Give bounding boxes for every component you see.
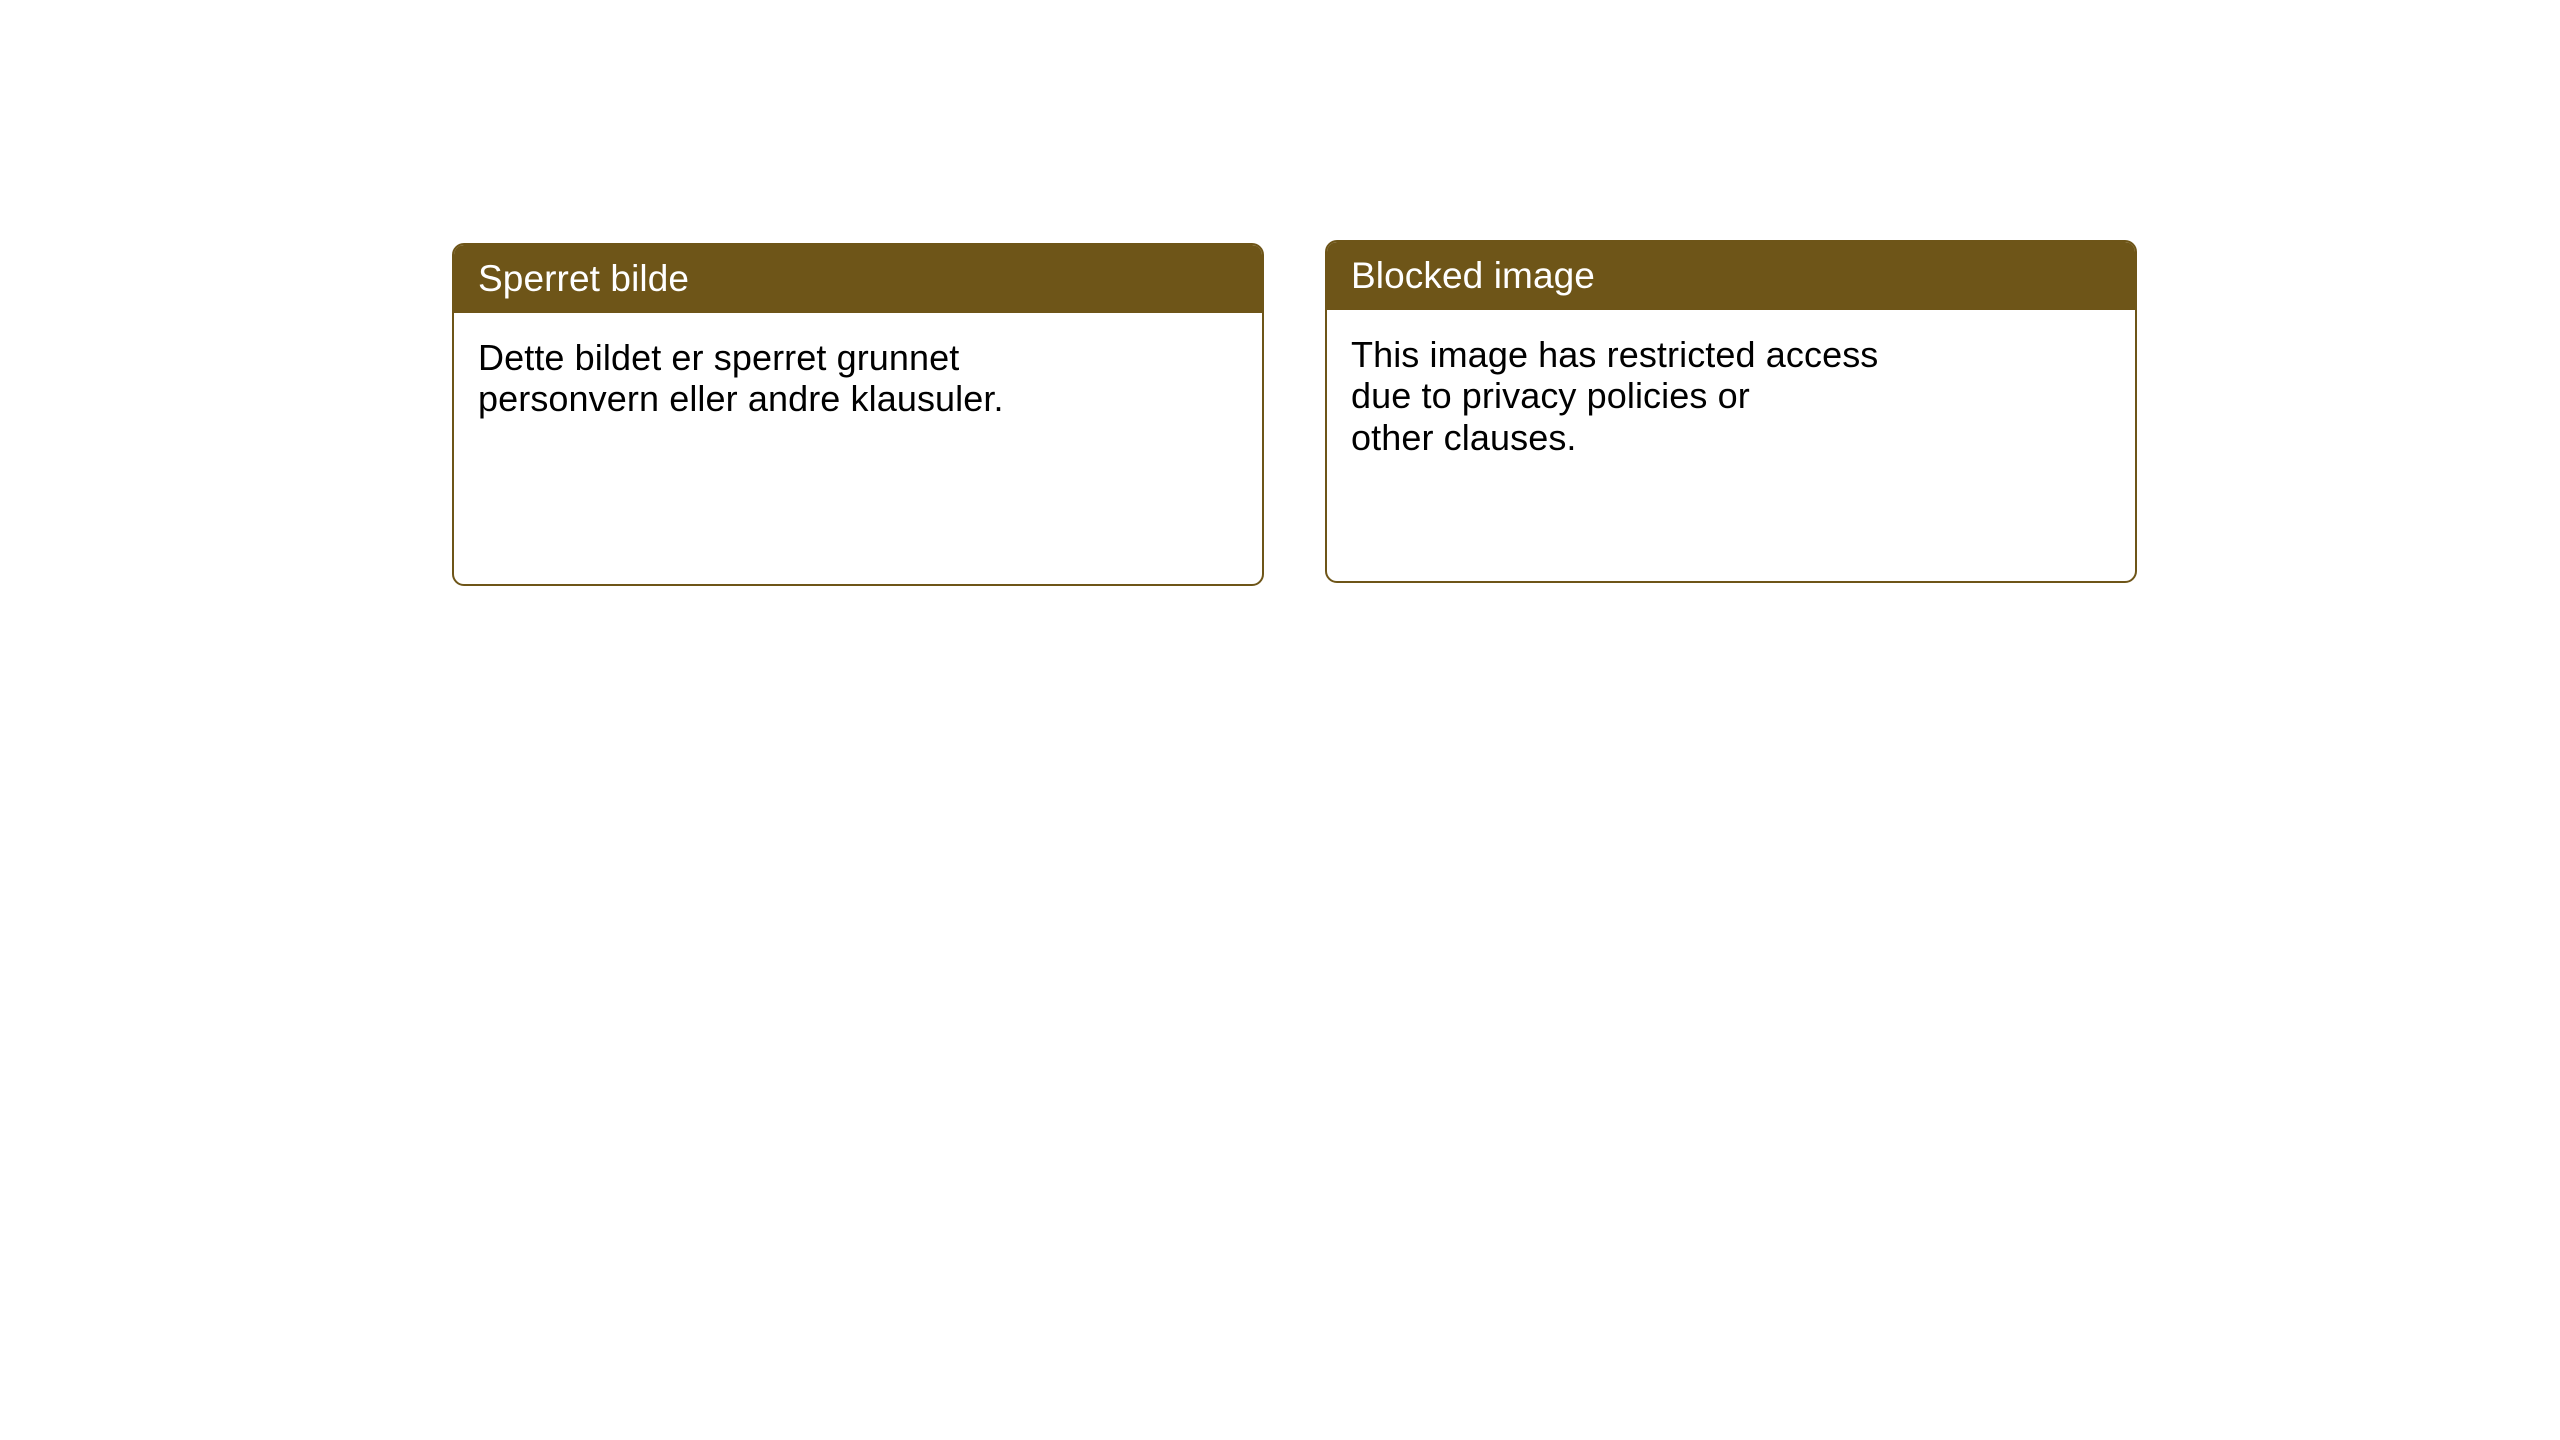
card-body-line: This image has restricted access	[1351, 334, 1879, 375]
card-body-line: due to privacy policies or	[1351, 375, 1750, 417]
card-title-norwegian: Sperret bilde	[454, 245, 1262, 313]
card-body-line: other clauses.	[1351, 416, 1577, 458]
card-body-line: personvern eller andre klausuler.	[478, 378, 1004, 420]
blocked-image-notice-card-norwegian	[452, 243, 1264, 586]
card-title-english: Blocked image	[1327, 242, 2135, 310]
blocked-image-notice-card-english	[1325, 240, 2137, 583]
card-body-norwegian	[454, 313, 1262, 420]
card-body-line: Dette bildet er sperret grunnet	[478, 337, 960, 378]
card-body-english	[1327, 310, 2135, 458]
